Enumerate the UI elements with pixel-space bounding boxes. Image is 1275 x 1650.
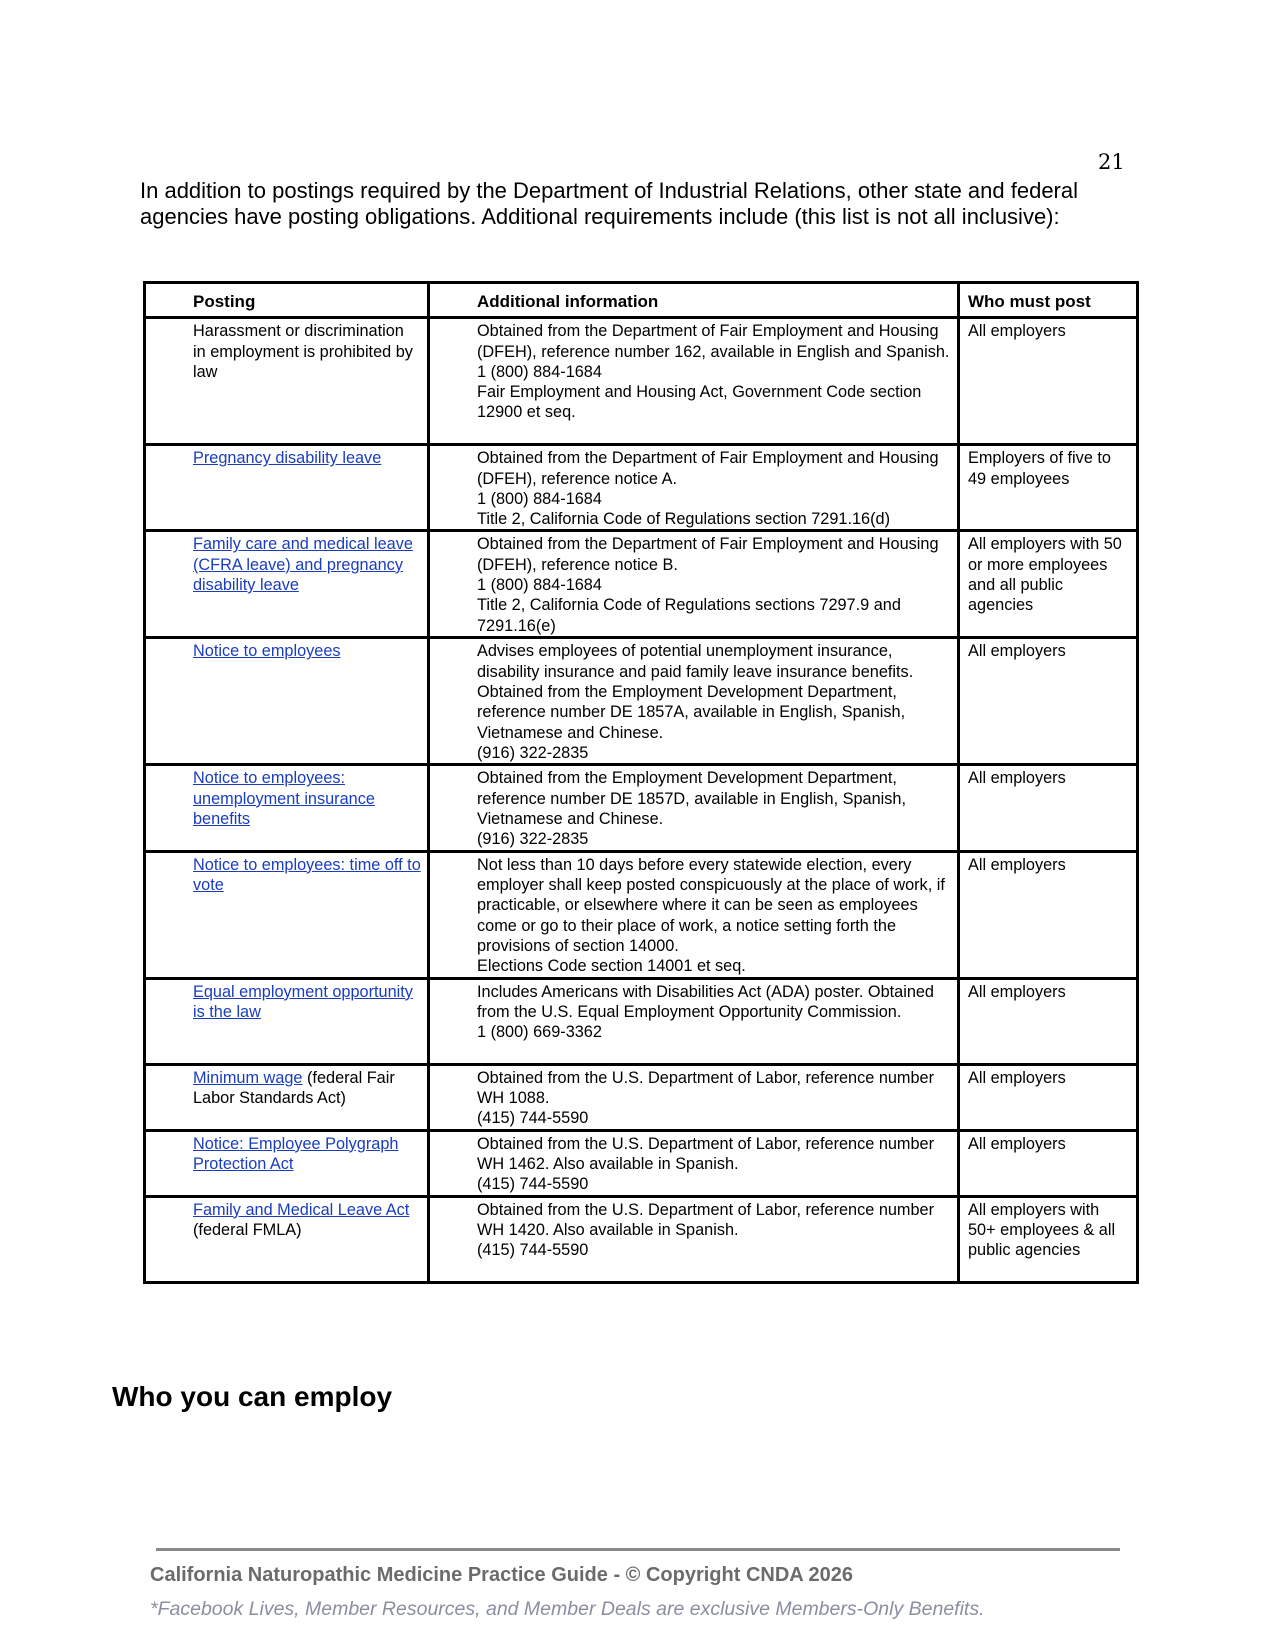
who-cell: All employers with 50 or more employees and all public agencies <box>959 531 1138 638</box>
info-cell <box>429 1130 959 1196</box>
info-line: Obtained from the Employment Development Department, reference number DE 1857D, available in English, Spanish, Vietnamese and Chinese. <box>477 769 906 829</box>
info-cell <box>429 531 959 638</box>
info-phone: 1 (800) 884-1684 <box>477 576 602 595</box>
info-phone: (415) 744-5590 <box>477 1175 589 1194</box>
info-cell <box>429 765 959 851</box>
posting-cell <box>145 445 429 531</box>
posting-cell <box>145 318 429 445</box>
intro-paragraph: In addition to postings required by the Department of Industrial Relations, other state and federal agencies have posting obligations. Additional requirements include (this list is not all inclusive): <box>140 178 1079 229</box>
posting-text: (federal FMLA) <box>193 1220 302 1239</box>
posting-cell <box>145 851 429 978</box>
posting-cell <box>145 765 429 851</box>
who-cell: All employers <box>959 765 1138 851</box>
column-header-additional-information: Additional information <box>429 283 959 318</box>
info-line: Obtained from the U.S. Department of Labor, reference number WH 1420. Also available in Spanish. <box>477 1200 935 1239</box>
posting-link[interactable]: Minimum wage <box>193 1068 303 1087</box>
table-row <box>145 638 1138 765</box>
table-row <box>145 851 1138 978</box>
posting-link[interactable]: Pregnancy disability leave <box>193 449 382 468</box>
posting-text: (federal Fair Labor Standards Act) <box>193 1068 395 1107</box>
info-line: Advises employees of potential unemployment insurance, disability insurance and paid family leave insurance benefits. Obtained from the Employment Development Department, reference number DE 1857A, available in English, Spanish, Vietnamese and Chinese. <box>477 642 914 742</box>
table-row <box>145 531 1138 638</box>
posting-link[interactable]: Notice to employees: unemployment insurance benefits <box>193 769 375 829</box>
info-phone: (916) 322-2835 <box>477 830 589 849</box>
posting-text: Harassment or discrimination in employment is prohibited by law <box>193 322 413 381</box>
posting-cell <box>145 978 429 1064</box>
posting-cell <box>145 1130 429 1196</box>
info-cell <box>429 318 959 445</box>
posting-cell <box>145 531 429 638</box>
who-cell: All employers <box>959 1064 1138 1130</box>
info-phone: (415) 744-5590 <box>477 1109 589 1128</box>
info-cell <box>429 978 959 1064</box>
posting-link[interactable]: Family and Medical Leave Act <box>193 1200 410 1219</box>
who-cell: All employers <box>959 638 1138 765</box>
who-cell: All employers with 50+ employees & all public agencies <box>959 1196 1138 1282</box>
info-line: Title 2, California Code of Regulations section 7291.16(d) <box>477 510 890 529</box>
column-header-who-must-post: Who must post <box>959 283 1138 318</box>
info-phone: (916) 322-2835 <box>477 743 589 762</box>
info-line: Includes Americans with Disabilities Act (ADA) poster. Obtained from the U.S. Equal Employment Opportunity Commission. <box>477 982 934 1021</box>
posting-link[interactable]: Equal employment opportunity is the law <box>193 982 413 1021</box>
info-line: Obtained from the U.S. Department of Labor, reference number WH 1462. Also available in Spanish. <box>477 1134 935 1173</box>
who-cell: All employers <box>959 318 1138 445</box>
posting-link[interactable]: Notice to employees <box>193 642 341 661</box>
column-header-posting: Posting <box>145 283 429 318</box>
footer-note: *Facebook Lives, Member Resources, and Member Deals are exclusive Members-Only Benefits. <box>150 1598 985 1620</box>
table-row <box>145 445 1138 531</box>
info-line: Obtained from the Department of Fair Employment and Housing (DFEH), reference notice A. <box>477 449 939 488</box>
info-phone: 1 (800) 884-1684 <box>477 489 602 508</box>
info-line: Obtained from the U.S. Department of Labor, reference number WH 1088. <box>477 1068 935 1107</box>
who-cell: All employers <box>959 1130 1138 1196</box>
section-heading: Who you can employ <box>112 1381 393 1412</box>
info-line: Elections Code section 14001 et seq. <box>477 957 746 976</box>
table-row <box>145 318 1138 445</box>
info-line: Obtained from the Department of Fair Employment and Housing (DFEH), reference number 162, available in English and Spanish. <box>477 322 950 361</box>
table-row <box>145 1064 1138 1130</box>
posting-link[interactable]: Family care and medical leave (CFRA leave) and pregnancy disability leave <box>193 535 413 595</box>
who-cell: All employers <box>959 851 1138 978</box>
info-phone: (415) 744-5590 <box>477 1241 589 1260</box>
page-number: 21 <box>1098 150 1125 174</box>
table-row <box>145 1196 1138 1282</box>
posting-cell <box>145 638 429 765</box>
info-cell <box>429 638 959 765</box>
table-row <box>145 765 1138 851</box>
info-line: Obtained from the Department of Fair Employment and Housing (DFEH), reference notice B. <box>477 535 939 574</box>
info-cell <box>429 1196 959 1282</box>
info-line: Title 2, California Code of Regulations sections 7297.9 and 7291.16(e) <box>477 596 901 635</box>
who-cell: Employers of five to 49 employees <box>959 445 1138 531</box>
posting-link[interactable]: Notice: Employee Polygraph Protection Act <box>193 1134 399 1173</box>
who-cell: All employers <box>959 978 1138 1064</box>
info-cell <box>429 851 959 978</box>
info-line: Fair Employment and Housing Act, Government Code section 12900 et seq. <box>477 383 922 422</box>
info-cell <box>429 1064 959 1130</box>
posting-cell <box>145 1196 429 1282</box>
footer-divider <box>156 1548 1120 1551</box>
posting-cell <box>145 1064 429 1130</box>
info-line: Not less than 10 days before every statewide election, every employer shall keep posted conspicuously at the place of work, if practicable, or elsewhere where it can be seen as employees come or go to their place of work, a notice setting forth the provisions of section 14000. <box>477 855 945 955</box>
table-row <box>145 1130 1138 1196</box>
info-cell <box>429 445 959 531</box>
postings-table <box>143 281 1139 1284</box>
posting-link[interactable]: Notice to employees: time off to vote <box>193 855 421 894</box>
info-phone: 1 (800) 884-1684 <box>477 362 602 381</box>
table-header-row <box>145 283 1138 318</box>
footer-title: California Naturopathic Medicine Practice Guide - © Copyright CNDA 2026 <box>150 1564 854 1586</box>
table-row <box>145 978 1138 1064</box>
info-phone: 1 (800) 669-3362 <box>477 1023 602 1042</box>
